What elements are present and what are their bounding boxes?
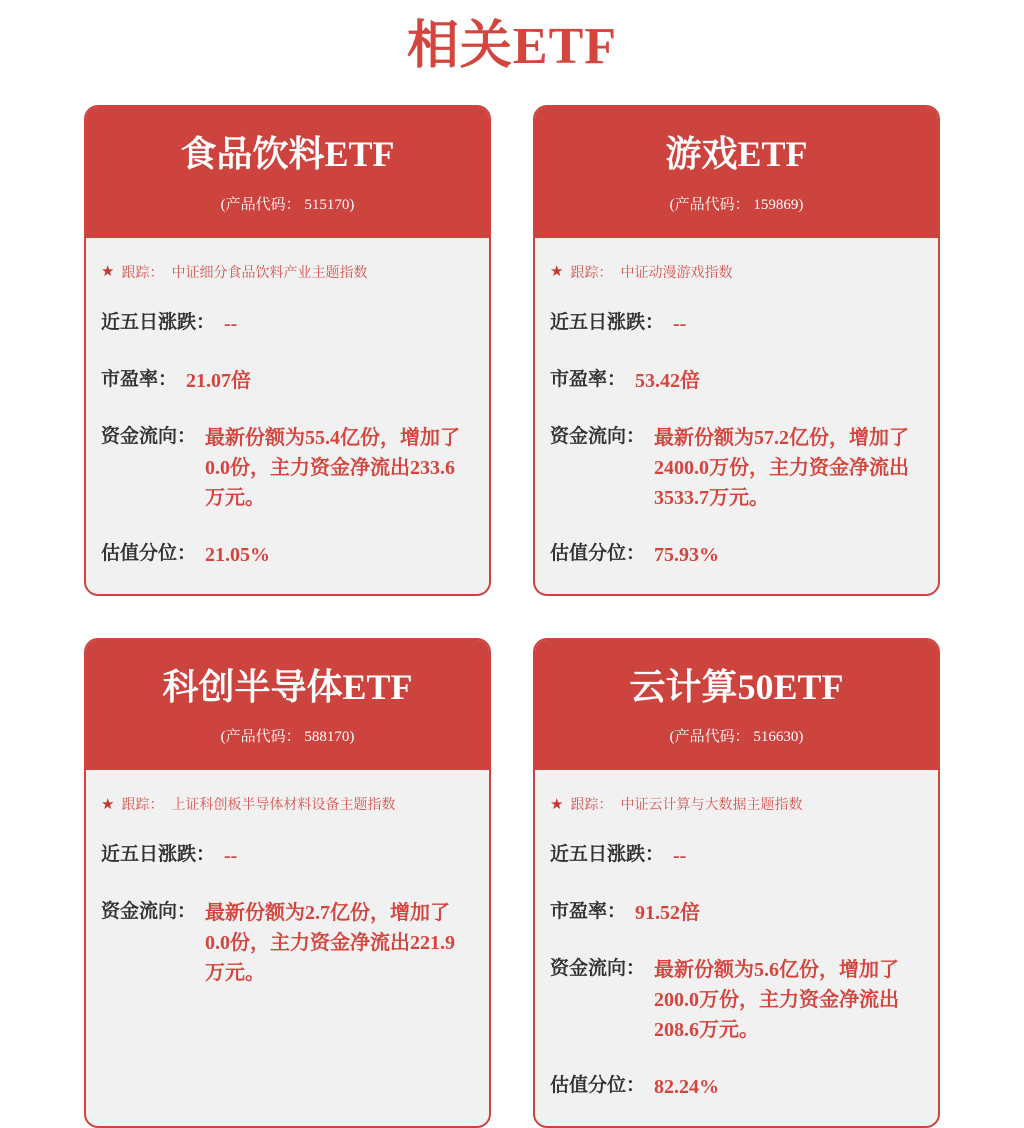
five-day-change-row xyxy=(550,841,922,871)
card-header xyxy=(86,107,489,238)
star-icon: ★ xyxy=(550,263,564,281)
card-body xyxy=(86,770,489,1126)
card-body xyxy=(535,238,938,594)
pe-ratio-label: 市盈率： xyxy=(550,368,627,390)
five-day-change-value: -- xyxy=(673,845,687,868)
fund-flow-value: 最新份额为55.4亿份，增加了0.0份，主力资金净流出233.6万元。 xyxy=(205,426,461,509)
five-day-change-row xyxy=(101,841,473,871)
valuation-percentile-row xyxy=(101,540,473,570)
tracking-label: 跟踪： xyxy=(570,796,613,813)
etf-card xyxy=(533,105,940,596)
valuation-percentile-row xyxy=(550,540,922,570)
card-body xyxy=(535,770,938,1126)
valuation-percentile-value: 21.05% xyxy=(205,543,271,566)
valuation-percentile-label: 估值分位： xyxy=(101,542,197,564)
etf-code: (产品代码： 159869) xyxy=(669,196,804,213)
star-icon: ★ xyxy=(550,795,564,813)
etf-card xyxy=(84,638,491,1128)
pe-ratio-row xyxy=(101,366,473,396)
five-day-change-label: 近五日涨跌： xyxy=(101,844,216,866)
etf-code: (产品代码： 515170) xyxy=(220,196,355,213)
card-body xyxy=(86,238,489,594)
tracking-label: 跟踪： xyxy=(121,796,164,813)
fund-flow-value: 最新份额为2.7亿份，增加了0.0份，主力资金净流出221.9万元。 xyxy=(205,902,456,985)
page-title: 相关ETF xyxy=(406,18,618,75)
pe-ratio-label: 市盈率： xyxy=(101,368,178,390)
star-icon: ★ xyxy=(101,795,115,813)
tracking-index: 中证动漫游戏指数 xyxy=(620,263,733,280)
valuation-percentile-value: 82.24% xyxy=(654,1076,720,1099)
five-day-change-row xyxy=(550,309,922,339)
five-day-change-row xyxy=(101,309,473,339)
pe-ratio-label: 市盈率： xyxy=(550,901,627,923)
pe-ratio-row xyxy=(550,898,922,928)
five-day-change-value: -- xyxy=(673,312,687,335)
fund-flow-row xyxy=(101,898,473,988)
tracking-row xyxy=(101,794,473,814)
five-day-change-value: -- xyxy=(224,312,238,335)
pe-ratio-value: 91.52倍 xyxy=(635,902,701,925)
tracking-row xyxy=(550,262,922,282)
card-header xyxy=(535,640,938,771)
fund-flow-row xyxy=(101,423,473,513)
fund-flow-label: 资金流向： xyxy=(101,901,197,923)
tracking-row xyxy=(101,262,473,282)
fund-flow-label: 资金流向： xyxy=(101,425,197,447)
valuation-percentile-label: 估值分位： xyxy=(550,542,646,564)
etf-code: (产品代码： 516630) xyxy=(669,729,804,746)
etf-code: (产品代码： 588170) xyxy=(220,729,355,746)
valuation-percentile-value: 75.93% xyxy=(654,543,720,566)
etf-name: 游戏ETF xyxy=(665,134,808,175)
fund-flow-row xyxy=(550,423,922,513)
pe-ratio-value: 21.07倍 xyxy=(186,369,252,392)
fund-flow-value: 最新份额为57.2亿份，增加了2400.0万份，主力资金净流出3533.7万元。 xyxy=(654,426,910,509)
five-day-change-label: 近五日涨跌： xyxy=(550,844,665,866)
tracking-label: 跟踪： xyxy=(121,263,164,280)
five-day-change-label: 近五日涨跌： xyxy=(101,311,216,333)
tracking-label: 跟踪： xyxy=(570,263,613,280)
tracking-index: 中证细分食品饮料产业主题指数 xyxy=(171,263,368,280)
five-day-change-value: -- xyxy=(224,845,238,868)
etf-card xyxy=(533,638,940,1128)
card-header xyxy=(86,640,489,771)
card-header xyxy=(535,107,938,238)
fund-flow-label: 资金流向： xyxy=(550,958,646,980)
fund-flow-label: 资金流向： xyxy=(550,425,646,447)
etf-name: 科创半导体ETF xyxy=(162,666,413,707)
tracking-index: 上证科创板半导体材料设备主题指数 xyxy=(171,796,396,813)
pe-ratio-value: 53.42倍 xyxy=(635,369,701,392)
etf-grid xyxy=(84,105,940,1128)
pe-ratio-row xyxy=(550,366,922,396)
tracking-index: 中证云计算与大数据主题指数 xyxy=(620,796,803,813)
valuation-percentile-label: 估值分位： xyxy=(550,1075,646,1097)
five-day-change-label: 近五日涨跌： xyxy=(550,311,665,333)
etf-name: 食品饮料ETF xyxy=(180,134,395,175)
etf-card xyxy=(84,105,491,596)
star-icon: ★ xyxy=(101,263,115,281)
tracking-row xyxy=(550,794,922,814)
etf-name: 云计算50ETF xyxy=(629,666,844,707)
fund-flow-value: 最新份额为5.6亿份，增加了200.0万份，主力资金净流出208.6万元。 xyxy=(654,959,900,1042)
fund-flow-row xyxy=(550,955,922,1045)
valuation-percentile-row xyxy=(550,1072,922,1102)
